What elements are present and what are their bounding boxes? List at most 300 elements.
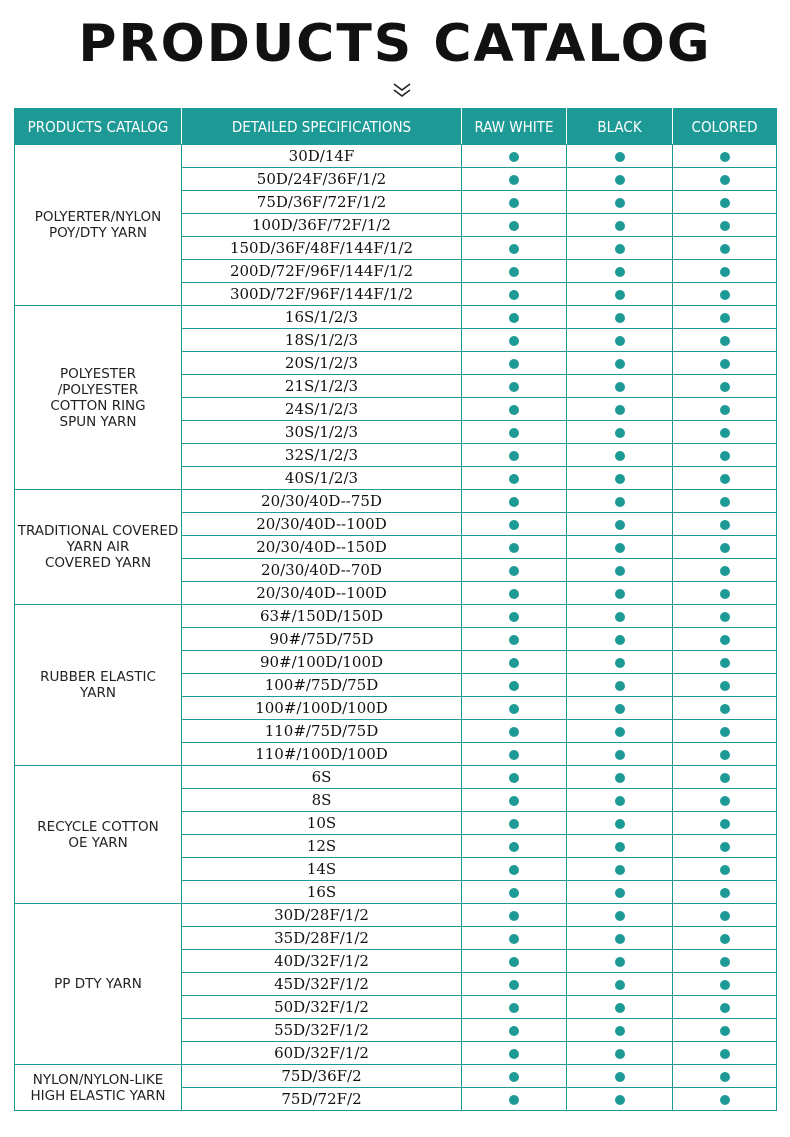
available-dot-icon (509, 474, 519, 484)
availability-cell-colored (673, 168, 777, 191)
availability-cell-raw-white (462, 237, 567, 260)
availability-cell-raw-white (462, 835, 567, 858)
availability-cell-colored (673, 628, 777, 651)
availability-cell-colored (673, 996, 777, 1019)
available-dot-icon (720, 1072, 730, 1082)
spec-cell: 100D/36F/72F/1/2 (182, 214, 462, 237)
availability-cell-black (567, 444, 673, 467)
availability-cell-black (567, 1088, 673, 1111)
header-products-catalog: PRODUCTS CATALOG (15, 109, 182, 145)
availability-cell-black (567, 490, 673, 513)
availability-cell-raw-white (462, 145, 567, 168)
available-dot-icon (509, 359, 519, 369)
table-header-row (15, 109, 777, 145)
availability-cell-colored (673, 789, 777, 812)
availability-cell-colored (673, 927, 777, 950)
available-dot-icon (720, 589, 730, 599)
availability-cell-black (567, 191, 673, 214)
available-dot-icon (615, 911, 625, 921)
available-dot-icon (615, 313, 625, 323)
available-dot-icon (720, 612, 730, 622)
available-dot-icon (615, 750, 625, 760)
available-dot-icon (509, 934, 519, 944)
available-dot-icon (509, 750, 519, 760)
available-dot-icon (720, 750, 730, 760)
page-title: PRODUCTS CATALOG (78, 14, 712, 74)
available-dot-icon (509, 980, 519, 990)
availability-cell-black (567, 858, 673, 881)
available-dot-icon (720, 520, 730, 530)
available-dot-icon (615, 267, 625, 277)
available-dot-icon (615, 1026, 625, 1036)
available-dot-icon (720, 911, 730, 921)
availability-cell-raw-white (462, 1065, 567, 1088)
availability-cell-raw-white (462, 168, 567, 191)
spec-cell: 40S/1/2/3 (182, 467, 462, 490)
availability-cell-raw-white (462, 996, 567, 1019)
available-dot-icon (615, 497, 625, 507)
spec-cell: 6S (182, 766, 462, 789)
available-dot-icon (509, 819, 519, 829)
spec-cell: 30D/14F (182, 145, 462, 168)
spec-cell: 90#/100D/100D (182, 651, 462, 674)
spec-cell: 63#/150D/150D (182, 605, 462, 628)
availability-cell-colored (673, 904, 777, 927)
category-cell: RECYCLE COTTON OE YARN (15, 766, 182, 904)
available-dot-icon (509, 336, 519, 346)
availability-cell-raw-white (462, 559, 567, 582)
availability-cell-colored (673, 720, 777, 743)
availability-cell-black (567, 536, 673, 559)
availability-cell-colored (673, 697, 777, 720)
available-dot-icon (509, 1026, 519, 1036)
spec-cell: 75D/36F/72F/1/2 (182, 191, 462, 214)
spec-cell: 20/30/40D--75D (182, 490, 462, 513)
availability-cell-black (567, 513, 673, 536)
availability-cell-colored (673, 536, 777, 559)
availability-cell-black (567, 1019, 673, 1042)
availability-cell-black (567, 1042, 673, 1065)
available-dot-icon (615, 543, 625, 553)
table-row (15, 490, 777, 513)
available-dot-icon (509, 290, 519, 300)
available-dot-icon (615, 566, 625, 576)
availability-cell-black (567, 467, 673, 490)
availability-cell-raw-white (462, 1088, 567, 1111)
available-dot-icon (720, 773, 730, 783)
available-dot-icon (509, 382, 519, 392)
availability-cell-black (567, 674, 673, 697)
availability-cell-colored (673, 1065, 777, 1088)
available-dot-icon (615, 796, 625, 806)
availability-cell-raw-white (462, 628, 567, 651)
spec-cell: 100#/100D/100D (182, 697, 462, 720)
availability-cell-colored (673, 881, 777, 904)
category-cell: POLYERTER/NYLON POY/DTY YARN (15, 145, 182, 306)
spec-cell: 21S/1/2/3 (182, 375, 462, 398)
spec-cell: 16S (182, 881, 462, 904)
available-dot-icon (509, 589, 519, 599)
availability-cell-raw-white (462, 398, 567, 421)
spec-cell: 50D/24F/36F/1/2 (182, 168, 462, 191)
availability-cell-colored (673, 1042, 777, 1065)
available-dot-icon (720, 727, 730, 737)
availability-cell-black (567, 950, 673, 973)
available-dot-icon (509, 773, 519, 783)
available-dot-icon (509, 1003, 519, 1013)
available-dot-icon (720, 428, 730, 438)
category-cell: RUBBER ELASTIC YARN (15, 605, 182, 766)
available-dot-icon (615, 681, 625, 691)
available-dot-icon (720, 221, 730, 231)
available-dot-icon (615, 773, 625, 783)
available-dot-icon (509, 1095, 519, 1105)
table-row (15, 766, 777, 789)
catalog-table (14, 108, 777, 1111)
available-dot-icon (615, 198, 625, 208)
availability-cell-colored (673, 513, 777, 536)
spec-cell: 75D/36F/2 (182, 1065, 462, 1088)
spec-cell: 18S/1/2/3 (182, 329, 462, 352)
availability-cell-raw-white (462, 214, 567, 237)
availability-cell-black (567, 260, 673, 283)
availability-cell-black (567, 766, 673, 789)
available-dot-icon (615, 842, 625, 852)
available-dot-icon (509, 497, 519, 507)
available-dot-icon (509, 405, 519, 415)
availability-cell-black (567, 145, 673, 168)
availability-cell-colored (673, 812, 777, 835)
spec-cell: 30S/1/2/3 (182, 421, 462, 444)
available-dot-icon (509, 451, 519, 461)
available-dot-icon (615, 359, 625, 369)
header-detailed-specifications: DETAILED SPECIFICATIONS (182, 109, 462, 145)
availability-cell-colored (673, 375, 777, 398)
availability-cell-colored (673, 398, 777, 421)
available-dot-icon (615, 612, 625, 622)
availability-cell-raw-white (462, 858, 567, 881)
availability-cell-raw-white (462, 881, 567, 904)
spec-cell: 12S (182, 835, 462, 858)
header-raw-white: RAW WHITE (462, 109, 567, 145)
available-dot-icon (720, 336, 730, 346)
table-row (15, 605, 777, 628)
availability-cell-black (567, 306, 673, 329)
availability-cell-colored (673, 1019, 777, 1042)
availability-cell-raw-white (462, 306, 567, 329)
availability-cell-black (567, 605, 673, 628)
available-dot-icon (720, 244, 730, 254)
availability-cell-colored (673, 858, 777, 881)
availability-cell-black (567, 237, 673, 260)
availability-cell-raw-white (462, 490, 567, 513)
availability-cell-raw-white (462, 927, 567, 950)
availability-cell-colored (673, 467, 777, 490)
availability-cell-black (567, 398, 673, 421)
availability-cell-raw-white (462, 467, 567, 490)
available-dot-icon (720, 704, 730, 714)
available-dot-icon (509, 612, 519, 622)
spec-cell: 100#/75D/75D (182, 674, 462, 697)
available-dot-icon (615, 405, 625, 415)
availability-cell-black (567, 628, 673, 651)
table-row (15, 1065, 777, 1088)
available-dot-icon (509, 1072, 519, 1082)
availability-cell-raw-white (462, 950, 567, 973)
available-dot-icon (720, 865, 730, 875)
available-dot-icon (720, 405, 730, 415)
available-dot-icon (615, 888, 625, 898)
availability-cell-colored (673, 329, 777, 352)
category-cell: TRADITIONAL COVERED YARN AIR COVERED YARN (15, 490, 182, 605)
available-dot-icon (615, 934, 625, 944)
available-dot-icon (509, 658, 519, 668)
category-cell: NYLON/NYLON-LIKE HIGH ELASTIC YARN (15, 1065, 182, 1111)
double-chevron-down-icon (392, 82, 412, 98)
available-dot-icon (720, 888, 730, 898)
availability-cell-colored (673, 766, 777, 789)
available-dot-icon (509, 152, 519, 162)
availability-cell-colored (673, 835, 777, 858)
table-row (15, 145, 777, 168)
availability-cell-raw-white (462, 697, 567, 720)
available-dot-icon (720, 267, 730, 277)
availability-cell-colored (673, 605, 777, 628)
available-dot-icon (509, 244, 519, 254)
spec-cell: 55D/32F/1/2 (182, 1019, 462, 1042)
available-dot-icon (720, 152, 730, 162)
spec-cell: 50D/32F/1/2 (182, 996, 462, 1019)
availability-cell-raw-white (462, 1019, 567, 1042)
availability-cell-colored (673, 421, 777, 444)
spec-cell: 35D/28F/1/2 (182, 927, 462, 950)
available-dot-icon (720, 543, 730, 553)
available-dot-icon (720, 1026, 730, 1036)
availability-cell-raw-white (462, 375, 567, 398)
availability-cell-colored (673, 1088, 777, 1111)
availability-cell-colored (673, 651, 777, 674)
availability-cell-black (567, 214, 673, 237)
available-dot-icon (509, 520, 519, 530)
availability-cell-raw-white (462, 743, 567, 766)
availability-cell-black (567, 582, 673, 605)
availability-cell-raw-white (462, 582, 567, 605)
available-dot-icon (509, 957, 519, 967)
available-dot-icon (509, 681, 519, 691)
availability-cell-black (567, 904, 673, 927)
availability-cell-raw-white (462, 513, 567, 536)
availability-cell-raw-white (462, 720, 567, 743)
availability-cell-raw-white (462, 904, 567, 927)
spec-cell: 20/30/40D--150D (182, 536, 462, 559)
spec-cell: 45D/32F/1/2 (182, 973, 462, 996)
available-dot-icon (615, 957, 625, 967)
availability-cell-colored (673, 260, 777, 283)
available-dot-icon (615, 152, 625, 162)
availability-cell-raw-white (462, 283, 567, 306)
availability-cell-black (567, 651, 673, 674)
available-dot-icon (509, 566, 519, 576)
available-dot-icon (615, 290, 625, 300)
available-dot-icon (615, 1095, 625, 1105)
spec-cell: 20/30/40D--70D (182, 559, 462, 582)
available-dot-icon (509, 888, 519, 898)
available-dot-icon (615, 727, 625, 737)
availability-cell-black (567, 329, 673, 352)
available-dot-icon (509, 543, 519, 553)
availability-cell-black (567, 352, 673, 375)
availability-cell-black (567, 559, 673, 582)
available-dot-icon (720, 290, 730, 300)
available-dot-icon (615, 474, 625, 484)
available-dot-icon (615, 451, 625, 461)
availability-cell-raw-white (462, 352, 567, 375)
available-dot-icon (615, 1072, 625, 1082)
availability-cell-black (567, 168, 673, 191)
spec-cell: 90#/75D/75D (182, 628, 462, 651)
availability-cell-colored (673, 973, 777, 996)
available-dot-icon (509, 727, 519, 737)
available-dot-icon (615, 336, 625, 346)
availability-cell-raw-white (462, 789, 567, 812)
available-dot-icon (720, 359, 730, 369)
availability-cell-black (567, 283, 673, 306)
availability-cell-colored (673, 145, 777, 168)
available-dot-icon (509, 313, 519, 323)
available-dot-icon (720, 658, 730, 668)
availability-cell-raw-white (462, 191, 567, 214)
spec-cell: 30D/28F/1/2 (182, 904, 462, 927)
available-dot-icon (509, 175, 519, 185)
availability-cell-black (567, 927, 673, 950)
availability-cell-black (567, 697, 673, 720)
availability-cell-black (567, 881, 673, 904)
table-row (15, 306, 777, 329)
availability-cell-colored (673, 214, 777, 237)
available-dot-icon (509, 428, 519, 438)
availability-cell-raw-white (462, 651, 567, 674)
available-dot-icon (615, 865, 625, 875)
available-dot-icon (615, 1049, 625, 1059)
spec-cell: 32S/1/2/3 (182, 444, 462, 467)
availability-cell-colored (673, 306, 777, 329)
available-dot-icon (615, 382, 625, 392)
spec-cell: 20S/1/2/3 (182, 352, 462, 375)
spec-cell: 10S (182, 812, 462, 835)
spec-cell: 110#/100D/100D (182, 743, 462, 766)
availability-cell-black (567, 812, 673, 835)
available-dot-icon (615, 1003, 625, 1013)
availability-cell-black (567, 1065, 673, 1088)
spec-cell: 8S (182, 789, 462, 812)
available-dot-icon (720, 819, 730, 829)
available-dot-icon (720, 451, 730, 461)
available-dot-icon (615, 244, 625, 254)
available-dot-icon (720, 635, 730, 645)
availability-cell-raw-white (462, 766, 567, 789)
available-dot-icon (720, 175, 730, 185)
available-dot-icon (509, 1049, 519, 1059)
header-colored: COLORED (673, 109, 777, 145)
availability-cell-raw-white (462, 605, 567, 628)
available-dot-icon (720, 566, 730, 576)
available-dot-icon (615, 635, 625, 645)
availability-cell-black (567, 835, 673, 858)
available-dot-icon (720, 957, 730, 967)
spec-cell: 24S/1/2/3 (182, 398, 462, 421)
availability-cell-raw-white (462, 260, 567, 283)
available-dot-icon (509, 198, 519, 208)
availability-cell-black (567, 996, 673, 1019)
category-cell: PP DTY YARN (15, 904, 182, 1065)
spec-cell: 16S/1/2/3 (182, 306, 462, 329)
available-dot-icon (615, 658, 625, 668)
available-dot-icon (720, 1003, 730, 1013)
available-dot-icon (615, 704, 625, 714)
availability-cell-raw-white (462, 444, 567, 467)
header-black: BLACK (567, 109, 673, 145)
availability-cell-colored (673, 237, 777, 260)
available-dot-icon (720, 497, 730, 507)
available-dot-icon (720, 1095, 730, 1105)
available-dot-icon (720, 681, 730, 691)
available-dot-icon (509, 911, 519, 921)
available-dot-icon (615, 819, 625, 829)
spec-cell: 14S (182, 858, 462, 881)
availability-cell-colored (673, 674, 777, 697)
availability-cell-raw-white (462, 812, 567, 835)
spec-cell: 60D/32F/1/2 (182, 1042, 462, 1065)
available-dot-icon (615, 589, 625, 599)
available-dot-icon (509, 796, 519, 806)
table-row (15, 904, 777, 927)
availability-cell-black (567, 743, 673, 766)
availability-cell-colored (673, 191, 777, 214)
available-dot-icon (720, 198, 730, 208)
availability-cell-colored (673, 559, 777, 582)
availability-cell-colored (673, 352, 777, 375)
available-dot-icon (720, 934, 730, 944)
availability-cell-black (567, 375, 673, 398)
spec-cell: 75D/72F/2 (182, 1088, 462, 1111)
spec-cell: 150D/36F/48F/144F/1/2 (182, 237, 462, 260)
spec-cell: 300D/72F/96F/144F/1/2 (182, 283, 462, 306)
available-dot-icon (720, 980, 730, 990)
availability-cell-raw-white (462, 329, 567, 352)
availability-cell-colored (673, 283, 777, 306)
available-dot-icon (509, 221, 519, 231)
available-dot-icon (509, 704, 519, 714)
available-dot-icon (509, 267, 519, 277)
availability-cell-raw-white (462, 674, 567, 697)
availability-cell-colored (673, 950, 777, 973)
spec-cell: 40D/32F/1/2 (182, 950, 462, 973)
availability-cell-black (567, 720, 673, 743)
category-cell: POLYESTER /POLYESTER COTTON RING SPUN YARN (15, 306, 182, 490)
availability-cell-raw-white (462, 973, 567, 996)
spec-cell: 110#/75D/75D (182, 720, 462, 743)
availability-cell-black (567, 973, 673, 996)
available-dot-icon (720, 1049, 730, 1059)
available-dot-icon (720, 382, 730, 392)
available-dot-icon (615, 980, 625, 990)
available-dot-icon (615, 221, 625, 231)
availability-cell-colored (673, 490, 777, 513)
available-dot-icon (509, 635, 519, 645)
availability-cell-colored (673, 743, 777, 766)
availability-cell-colored (673, 444, 777, 467)
availability-cell-raw-white (462, 1042, 567, 1065)
